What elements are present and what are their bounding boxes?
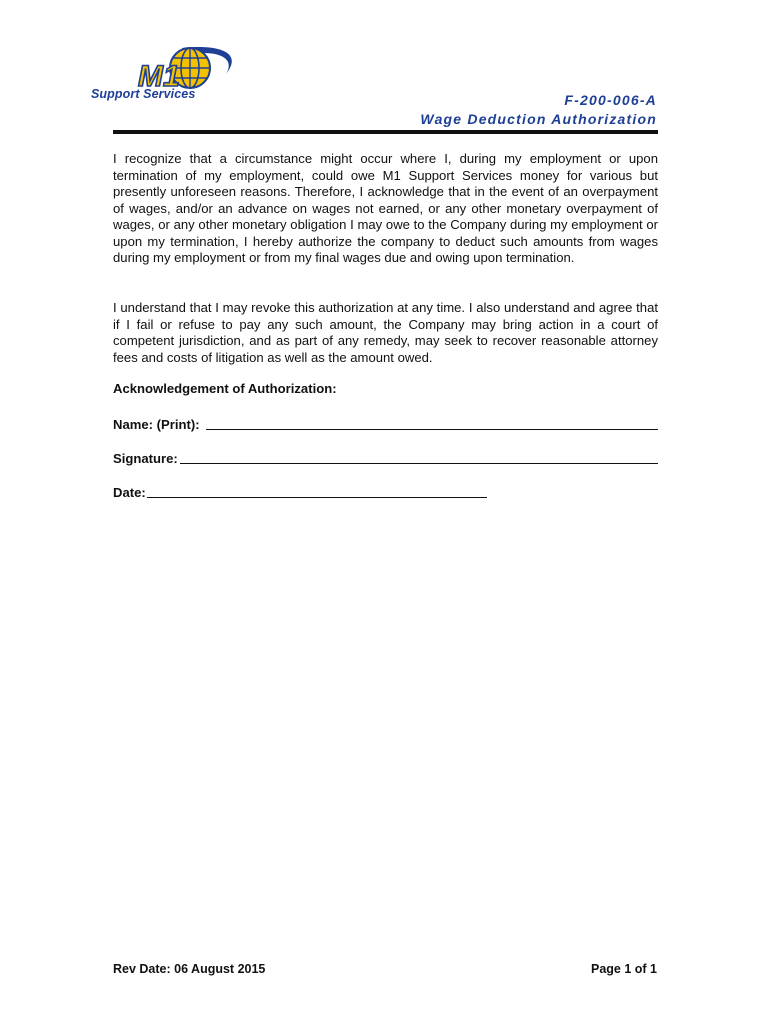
acknowledgement-heading: Acknowledgement of Authorization: (113, 381, 337, 396)
company-logo (86, 44, 246, 106)
date-field[interactable] (113, 482, 487, 500)
paragraph-revocation: I understand that I may revoke this authorization at any time. I also understand and agree that if I fail or refuse to pay any such amount, the Company may bring action in a court of competent jurisdiction, and as part of any remedy, may seek to recover reasonable attorney fees and costs of litigation as well as the amount owed. (113, 300, 658, 365)
form-number: F-200-006-A (564, 92, 657, 108)
name-blank-line[interactable] (206, 415, 658, 430)
signature-field[interactable] (113, 448, 658, 466)
form-title: Wage Deduction Authorization (420, 111, 657, 127)
header-divider (113, 130, 658, 134)
logo-mark: M1 (138, 60, 180, 90)
name-label: Name: (Print): (113, 417, 200, 432)
paragraph-acknowledgement: I recognize that a circumstance might occur where I, during my employment or upon termination of my employment, could owe M1 Support Services money for various but presently unforeseen reasons. Therefore, I acknowledge that in the event of an overpayment of wages, and/or an advance on wages not earned, or any other monetary overpayment of wages, or any other monetary obligation I may owe to the Company during my employment or upon my termination, I hereby authorize the company to deduct such amounts from wages during my employment or from my final wages due and owing upon termination. (113, 151, 658, 265)
signature-label: Signature: (113, 451, 178, 466)
date-blank-line[interactable] (147, 483, 487, 498)
logo-text: Support Services (91, 87, 196, 101)
name-field[interactable] (113, 414, 658, 432)
revision-date: Rev Date: 06 August 2015 (113, 962, 266, 976)
signature-blank-line[interactable] (180, 449, 658, 464)
date-label: Date: (113, 485, 146, 500)
m1-globe-logo-graphic (86, 44, 246, 90)
page-number: Page 1 of 1 (591, 962, 657, 976)
